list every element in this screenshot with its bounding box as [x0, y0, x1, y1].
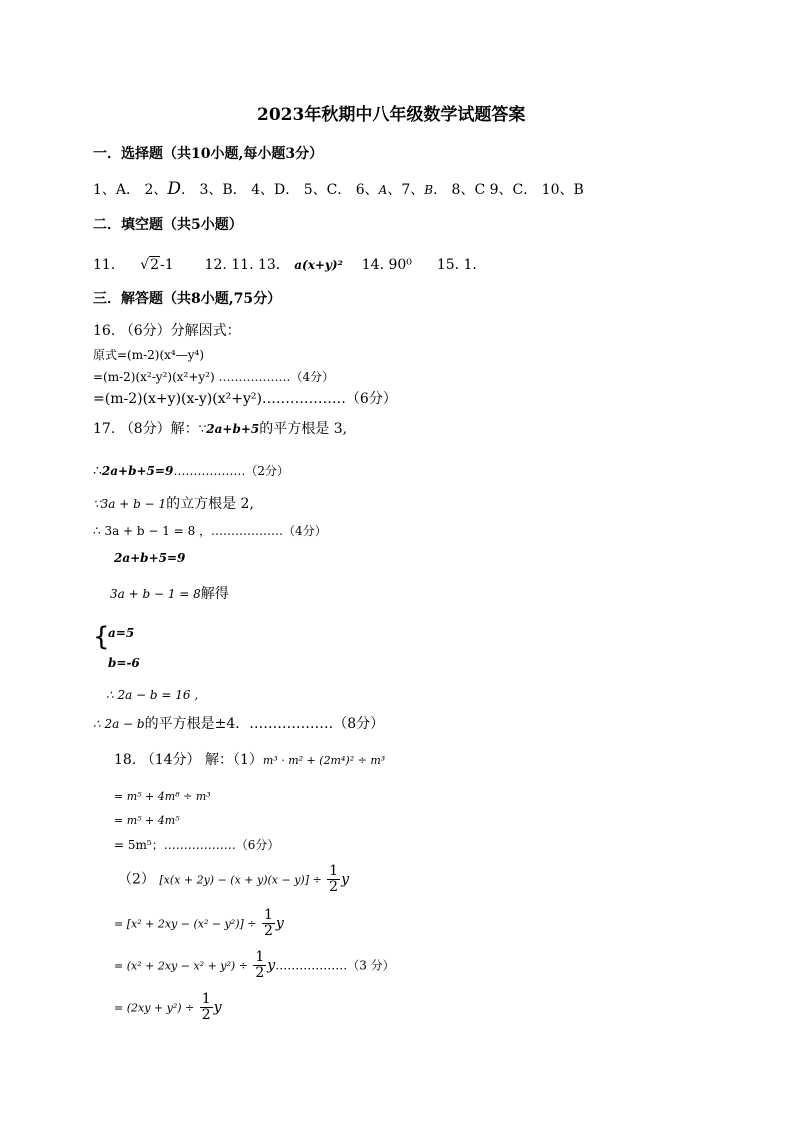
q17-system-eq1: 2a+b+5=9	[114, 551, 186, 565]
fraction-denominator: 2	[201, 1007, 211, 1023]
answer-2: D	[167, 179, 182, 199]
page-title: 2023年秋期中八年级数学试题答案	[257, 105, 526, 125]
q17-heading	[93, 420, 347, 438]
fraction-numerator: 1	[329, 863, 339, 879]
section-heading-solve: 三．解答题（共8小题,75分）	[93, 291, 282, 307]
q17-line4: ∴ 3a + b − 1 = 8 ，………………（4分）	[93, 524, 327, 538]
q18-part2-line4-expr: = (2xy + y²) ÷	[114, 1001, 195, 1015]
q17-cube-expr: ∵3a + b − 1	[93, 497, 167, 511]
q11-radicand: 2	[150, 257, 160, 273]
q18-part2	[118, 864, 349, 895]
q17-system-eq2	[110, 585, 229, 603]
answer-6: A	[378, 183, 388, 197]
q17-label: 17. （8分）解：	[93, 421, 199, 437]
section-heading-fill: 二．填空题（共5小题）	[93, 217, 243, 233]
variable-y: y	[341, 871, 350, 888]
q16-line3: =(m-2)(x+y)(x-y)(x²+y²)………………（6分）	[93, 391, 397, 407]
choice-answers-part3: 、7、	[387, 182, 425, 198]
q11-tail: -1	[160, 257, 174, 273]
q17-tail1: 的平方根是 3,	[259, 421, 348, 437]
q17-cube-tail: 的立方根是 2,	[166, 496, 254, 512]
q18-part2-expr: [x(x + 2y) − (x + y)(x − y)] ÷	[159, 873, 322, 887]
q12-q13: 12. 11. 13．	[204, 257, 290, 273]
q17-expr1: 2a+b+5	[206, 422, 260, 436]
variable-y: y	[267, 957, 276, 974]
answer-7: B	[424, 183, 434, 197]
q17-final-tail: 的平方根是±4．………………（8分）	[144, 716, 385, 732]
fraction-half	[327, 864, 340, 895]
q17-system-eq2-expr: 3a + b − 1 = 8	[110, 587, 201, 601]
fraction-numerator: 1	[255, 949, 265, 965]
q18-score3: ………………（3 分）	[275, 958, 395, 973]
q18-label: 18. （14分） 解：（1）	[114, 752, 263, 768]
q15: 15. 1.	[436, 257, 477, 273]
q18-part2-line3	[114, 950, 395, 981]
q18-part2-line2	[114, 908, 284, 939]
q11-label: 11.	[93, 257, 116, 273]
choice-answers-part2: ． 3、B． 4、D． 5、C． 6、	[181, 182, 379, 198]
fraction-numerator: 1	[201, 991, 211, 1007]
fraction-denominator: 2	[329, 879, 339, 895]
system-brace: {	[93, 622, 110, 652]
q17-solution-b: b=-6	[108, 656, 140, 670]
choice-answers	[93, 180, 584, 199]
q18-part2-line2-expr: = [x² + 2xy − (x² − y²)] ÷	[114, 917, 257, 931]
q16-heading: 16. （6分）分解因式：	[93, 323, 241, 339]
q17-solve-word: 解得	[200, 586, 229, 602]
q18-heading	[114, 751, 385, 770]
choice-answers-part1: 1、A． 2、	[93, 182, 168, 198]
fraction-half	[200, 992, 213, 1023]
q17-final-expr: ∴ 2a − b	[93, 717, 145, 731]
fill-answers	[93, 256, 477, 274]
choice-answers-part4: ． 8、C 9、C． 10、B	[433, 182, 584, 198]
q18-line2: = m⁵ + 4m⁸ ÷ m³	[114, 790, 211, 803]
q18-expr1: m³ · m² + (2m⁴)² ÷ m³	[262, 754, 386, 767]
q17-eq1: 2a+b+5=9	[101, 464, 174, 478]
fraction-denominator: 2	[263, 923, 273, 939]
fraction-half	[262, 908, 275, 939]
q17-line2	[93, 462, 289, 480]
q18-part2-line4	[114, 992, 222, 1023]
fraction-numerator: 1	[263, 907, 273, 923]
q18-part2-line3-expr: = (x² + 2xy − x² + y²) ÷	[114, 959, 248, 973]
q18-line3: = m⁵ + 4m⁵	[114, 814, 180, 827]
q17-line6	[93, 715, 384, 733]
q18-part2-label: （2）	[118, 871, 155, 888]
q16-line2: =(m-2)(x²-y²)(x²+y²) ………………（4分）	[93, 370, 335, 384]
sqrt-symbol: √2	[140, 257, 160, 273]
fraction-denominator: 2	[255, 965, 265, 981]
q17-line3	[93, 495, 254, 513]
section-heading-choice: 一．选择题（共10小题,每小题3分）	[93, 146, 324, 162]
variable-y: y	[213, 999, 222, 1016]
because-symbol: ∵	[198, 422, 207, 436]
q13-answer: a(x+y)²	[294, 258, 343, 272]
q17-line5: ∴ 2a − b = 16 ,	[106, 688, 199, 702]
q17-solution-a: a=5	[108, 626, 135, 640]
q17-score2: ………………（2分）	[173, 464, 289, 478]
fraction-half	[253, 950, 266, 981]
variable-y: y	[275, 915, 284, 932]
q16-line1: 原式=(m-2)(x⁴—y⁴)	[93, 348, 205, 362]
q18-line4: = 5m⁵；………………（6分）	[114, 838, 280, 852]
therefore-symbol: ∴	[93, 463, 102, 479]
q14: 14. 90⁰	[361, 257, 412, 273]
